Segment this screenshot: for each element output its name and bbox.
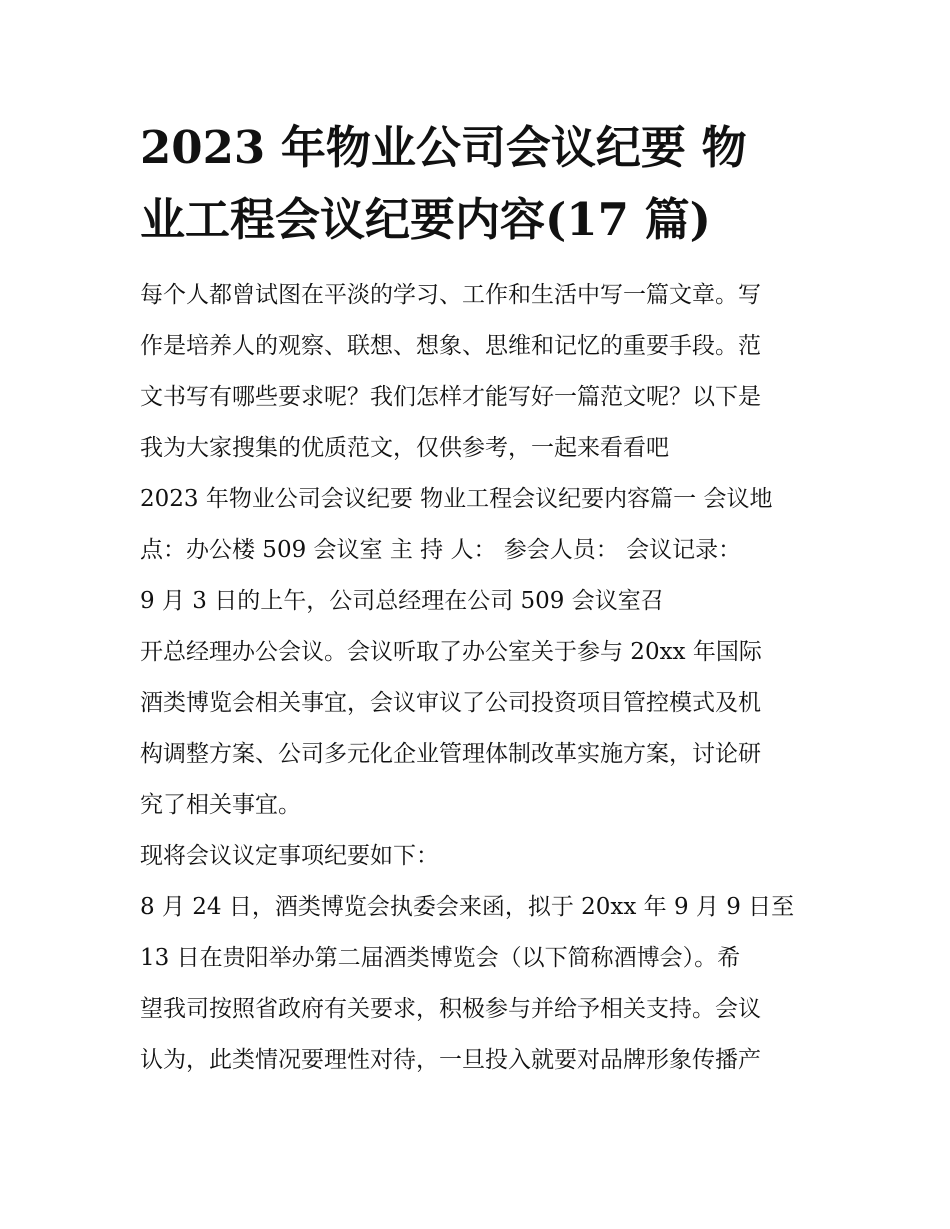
document-page xyxy=(140,112,820,1086)
body-line-8: 开总经理办公会议。会议听取了办公室关于参与 20xx 年国际 xyxy=(140,639,762,665)
document-body xyxy=(140,270,820,1086)
body-line-2: 作是培养人的观察、联想、想象、思维和记忆的重要手段。范 xyxy=(140,333,761,359)
title-line-2: 业工程会议纪要内容(17 篇) xyxy=(140,193,711,246)
body-line-9: 酒类博览会相关事宜，会议审议了公司投资项目管控模式及机 xyxy=(140,690,761,716)
body-line-15: 望我司按照省政府有关要求，积极参与并给予相关支持。会议 xyxy=(140,996,761,1022)
body-line-13: 8 月 24 日，酒类博览会执委会来函，拟于 20xx 年 9 月 9 日至 xyxy=(140,894,795,920)
document-title xyxy=(140,112,820,256)
body-line-10: 构调整方案、公司多元化企业管理体制改革实施方案，讨论研 xyxy=(140,741,761,767)
body-line-12: 现将会议议定事项纪要如下： xyxy=(140,843,439,869)
body-line-16: 认为，此类情况要理性对待，一旦投入就要对品牌形象传播产 xyxy=(140,1047,761,1073)
title-line-1: 2023 年物业公司会议纪要 物 xyxy=(140,121,747,174)
body-line-5: 2023 年物业公司会议纪要 物业工程会议纪要内容篇一 会议地 xyxy=(140,486,773,512)
body-line-6: 点：办公楼 509 会议室 主 持 人： 参会人员： 会议记录： xyxy=(140,537,742,563)
body-line-4: 我为大家搜集的优质范文，仅供参考，一起来看看吧 xyxy=(140,435,669,461)
body-line-11: 究了相关事宜。 xyxy=(140,792,301,818)
body-line-14: 13 日在贵阳举办第二届酒类博览会（以下简称酒博会）。希 xyxy=(140,945,741,971)
body-line-1: 每个人都曾试图在平淡的学习、工作和生活中写一篇文章。写 xyxy=(140,282,761,308)
body-line-3: 文书写有哪些要求呢？我们怎样才能写好一篇范文呢？以下是 xyxy=(140,384,761,410)
body-line-7: 9 月 3 日的上午，公司总经理在公司 509 会议室召 xyxy=(140,588,664,614)
